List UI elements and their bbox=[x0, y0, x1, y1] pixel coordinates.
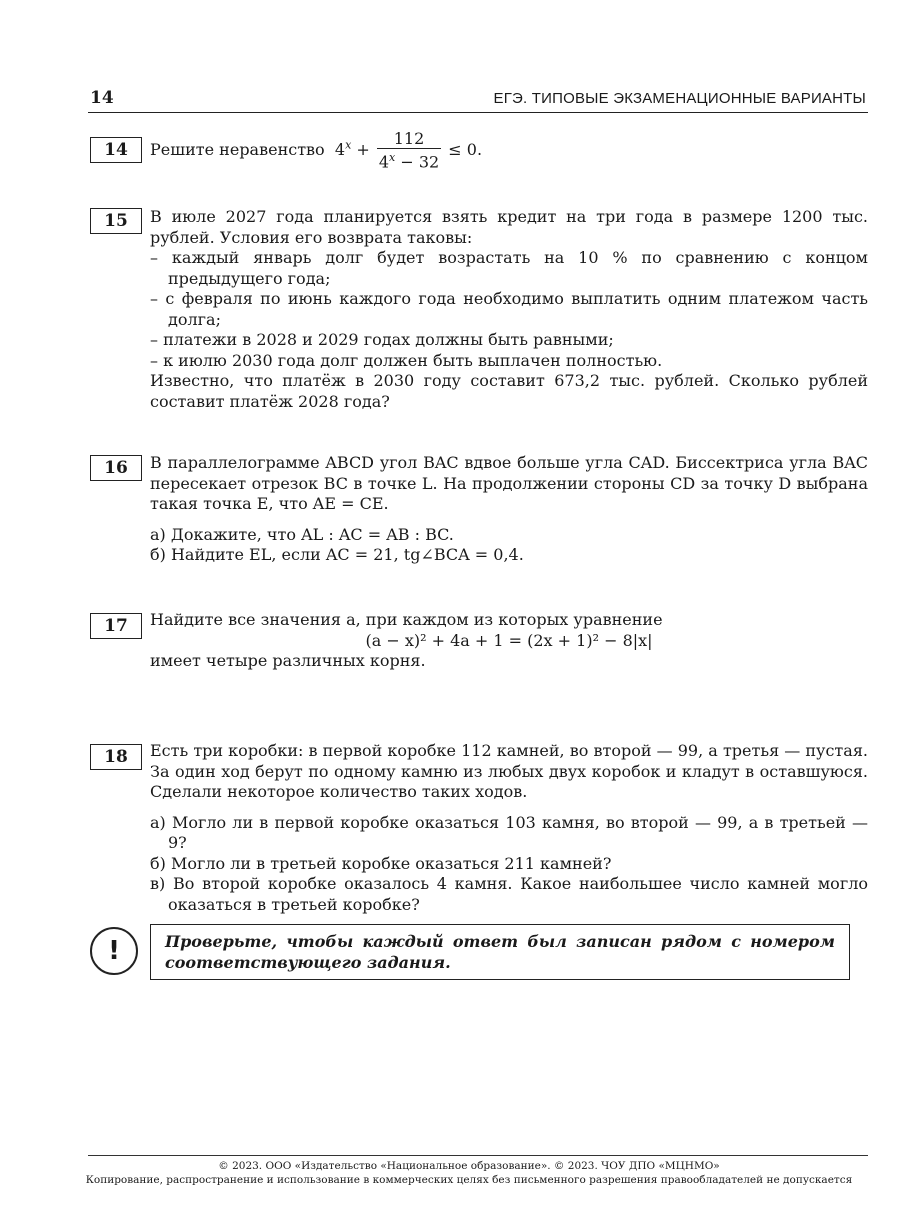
task-16-item-b: б) Найдите EL, если AC = 21, tg∠BCA = 0,4. bbox=[150, 545, 524, 564]
header-rule bbox=[88, 112, 868, 113]
task-15-item-1: – каждый январь долг будет возрастать на 10 % по сравнению с концом предыдущего года; bbox=[150, 248, 868, 288]
task-14-text bbox=[150, 130, 868, 171]
task-14-inequality bbox=[330, 129, 483, 172]
task-15-item-2: – с февраля по июнь каждого года необходимо выплатить одним платежом часть долга; bbox=[150, 289, 868, 329]
task-14-tail: ≤ 0. bbox=[443, 140, 483, 160]
task-14-den-rest: − 32 bbox=[395, 152, 440, 172]
task-15-item-4: – к июлю 2030 года долг должен быть выплачен полностью. bbox=[150, 350, 663, 370]
task-14-number-box: 14 bbox=[90, 137, 142, 163]
footer-disclaimer: Копирование, распространение и использование в коммерческих целях без письменного разрешения правообладателей не допускается bbox=[85, 1174, 853, 1186]
task-17-formula: (a − x)² + 4a + 1 = (2x + 1)² − 8|x| bbox=[365, 630, 653, 650]
task-14-fraction bbox=[377, 130, 441, 171]
footer-rule bbox=[88, 1155, 868, 1156]
task-14-prefix: Решите неравенство bbox=[150, 140, 325, 160]
task-14-den-base: 4 bbox=[378, 152, 390, 172]
task-18-item-a: а) Могло ли в первой коробке оказаться 103 камня, во второй — 99, а в третьей — 9? bbox=[150, 812, 868, 852]
task-16-item-a: а) Докажите, что AL : AC = AB : BC. bbox=[150, 524, 454, 544]
task-15-number-box: 15 bbox=[90, 208, 142, 234]
task-14-exp: x bbox=[345, 138, 352, 152]
running-header: ЕГЭ. ТИПОВЫЕ ЭКЗАМЕНАЦИОННЫЕ ВАРИАНТЫ bbox=[493, 90, 866, 107]
task-17-outro: имеет четыре различных корня. bbox=[150, 651, 426, 670]
task-15-item-3: – платежи в 2028 и 2029 годах должны быть равными; bbox=[150, 330, 614, 349]
task-15-text bbox=[150, 207, 868, 412]
task-18-intro: Есть три коробки: в первой коробке 112 камней, во второй — 99, а третья — пустая. За один ход берут по одному камню из любых двух коробок и кладут в оставшуюся. Сделали некоторое количество таких ходов. bbox=[150, 741, 868, 801]
task-14-den-exp: x bbox=[389, 151, 396, 164]
task-14-frac-num: 112 bbox=[377, 130, 441, 149]
exclamation-icon: ! bbox=[90, 927, 138, 975]
task-17-number-box: 17 bbox=[90, 613, 142, 639]
task-15-question: Известно, что платёж в 2030 году составит 673,2 тыс. рублей. Сколько рублей составит платёж 2028 года? bbox=[150, 371, 868, 411]
task-14-base: 4 bbox=[334, 140, 346, 160]
task-17-intro: Найдите все значения a, при каждом из которых уравнение bbox=[150, 610, 663, 629]
footer-copyright: © 2023. ООО «Издательство «Национальное образование». © 2023. ЧОУ ДПО «МЦНМО» bbox=[218, 1160, 720, 1172]
notice-box: Проверьте, чтобы каждый ответ был записан рядом с номером соответствующего задания. bbox=[150, 924, 850, 980]
task-15-intro: В июле 2027 года планируется взять кредит на три года в размере 1200 тыс. рублей. Условия его возврата таковы: bbox=[150, 207, 868, 247]
task-14-frac-den bbox=[377, 149, 441, 171]
task-18-number-box: 18 bbox=[90, 744, 142, 770]
task-18-item-b: б) Могло ли в третьей коробке оказаться 211 камней? bbox=[150, 853, 612, 873]
page-number: 14 bbox=[90, 88, 114, 108]
task-16-text bbox=[150, 453, 868, 566]
task-18-text bbox=[150, 741, 868, 915]
task-18-item-c: в) Во второй коробке оказалось 4 камня. Какое наибольшее число камней могло оказаться в третьей коробке? bbox=[150, 874, 868, 914]
task-14-plus: + bbox=[351, 140, 375, 160]
task-16-number-box: 16 bbox=[90, 455, 142, 481]
task-17-text bbox=[150, 610, 868, 672]
task-16-intro: В параллелограмме ABCD угол BAC вдвое больше угла CAD. Биссектриса угла BAC пересекает отрезок BC в точке L. На продолжении стороны CD за точку D выбрана такая точка E, что AE = CE. bbox=[150, 453, 868, 513]
